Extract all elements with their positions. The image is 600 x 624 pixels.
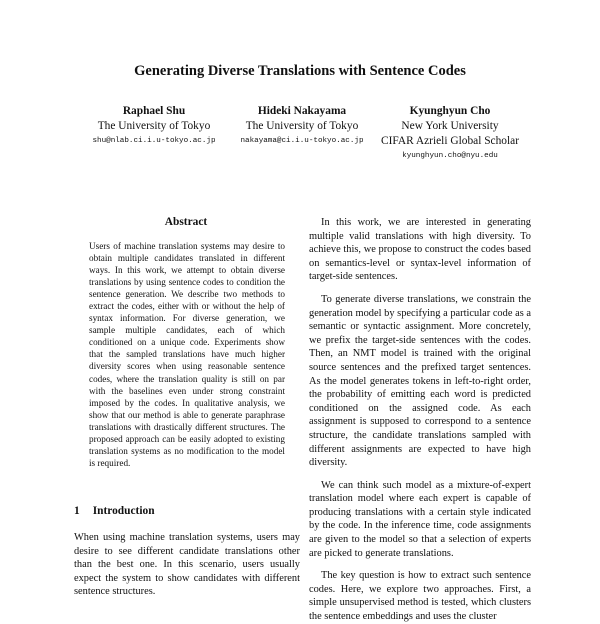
section-heading-introduction — [74, 505, 155, 517]
introduction-paragraph: When using machine translation systems, users may desire to see different candidate translations other than the best one. In this scenario, users usually expect the system to show candidates with different sentence structures. — [74, 532, 300, 598]
author-email: nakayama@ci.i.u-tokyo.ac.jp — [240, 137, 364, 145]
author-affiliation: New York University — [401, 120, 499, 132]
author-affiliation: The University of Tokyo — [97, 120, 211, 132]
abstract-text: Users of machine translation systems may desire to obtain multiple candidates translated in different ways. In this work, we attempt to obtain diverse translations by using sentence codes to condition the sentence generation. We describe two methods to extract the codes, either with or without the help of syntax information. For diverse generation, we sample multiple candidates, each of which conditioned on a unique code. Experiments show that the sampled translations have much higher diversity scores when using reasonable sentence codes, where the translation quality is still on par with the baselines even under strong constraint imposed by the codes. In qualitative analysis, we show that our method is able to generate paraphrase translations with drastically different structures. The proposed approach can be easily adopted to existing translation systems as no modification to the model is required. — [89, 241, 285, 468]
body-paragraph: In this work, we are interested in generating multiple valid translations with high diversity. To achieve this, we propose to construct the codes based on semantics-level or syntax-level information of target-side sentences. — [309, 217, 531, 283]
section-title: Introduction — [92, 505, 155, 517]
author-email: shu@nlab.ci.i.u-tokyo.ac.jp — [92, 137, 216, 145]
author-block-shu — [79, 104, 229, 149]
right-column — [309, 216, 531, 623]
author-block-nakayama — [227, 104, 377, 149]
body-paragraph: The key question is how to extract such sentence codes. Here, we explore two approaches. First, a simple unsupervised method is tested, which clusters the sentence embeddings and uses the cluster — [309, 570, 531, 623]
body-paragraph: We can think such model as a mixture-of-expert translation model where each expert is capable of producing translations with a certain style indicated by the code. In the inference time, code assignments are given to the model so that a selection of experts are picked to generate translations. — [309, 479, 531, 559]
author-affiliation: The University of Tokyo — [245, 120, 359, 132]
author-name: Raphael Shu — [122, 105, 186, 117]
author-name: Hideki Nakayama — [257, 105, 347, 117]
section-number: 1 — [74, 505, 80, 517]
author-email: kyunghyun.cho@nyu.edu — [402, 152, 498, 160]
author-name: Kyunghyun Cho — [409, 105, 491, 117]
author-affiliation-secondary: CIFAR Azrieli Global Scholar — [380, 135, 520, 147]
author-block-cho — [370, 104, 530, 164]
body-paragraph: To generate diverse translations, we constrain the generation model by specifying a particular code as a semantic or syntactic assignment. More concretely, we prefix the target-side sentences with the codes. Then, an NMT model is trained with the original source sentences and the prefixed target sentences. As the model generates tokens in left-to-right order, the probability of emitting each word is predicted conditioned on the assigned code. As each assignment is supposed to correspond to a sentence structure, the candidate translations sampled with different assignments are expected to have high diversity. — [309, 293, 531, 469]
abstract-heading: Abstract — [164, 216, 208, 228]
paper-title: Generating Diverse Translations with Sentence Codes — [134, 63, 466, 79]
